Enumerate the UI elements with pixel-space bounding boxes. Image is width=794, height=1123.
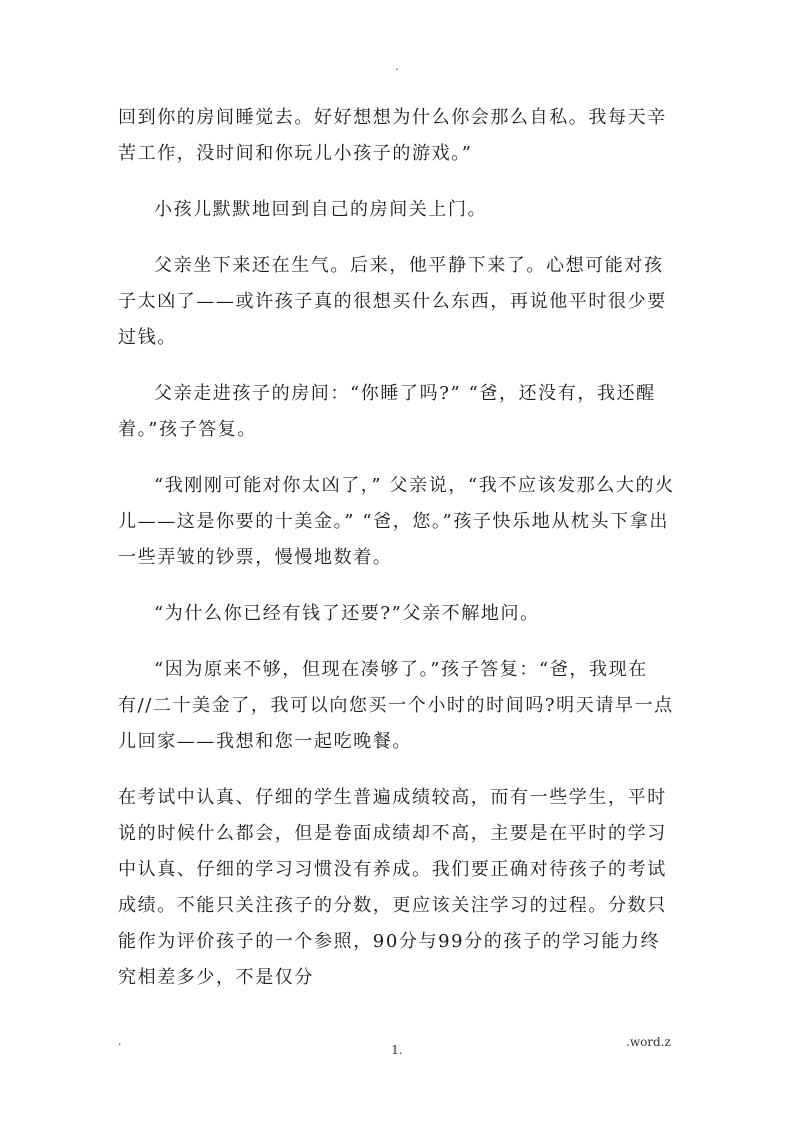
paragraph: “我刚刚可能对你太凶了，” 父亲说，“我不应该发那么大的火儿——这是你要的十美金。” “爸，您。”孩子快乐地从枕头下拿出一些弄皱的钞票，慢慢地数着。 <box>118 475 675 568</box>
document-body <box>118 100 678 1016</box>
paragraph: 父亲走进孩子的房间：“你睡了吗?” “爸，还没有，我还醒着。”孩子答复。 <box>118 383 656 440</box>
paragraph: 在考试中认真、仔细的学生普遍成绩较高，而有一些学生，平时说的时候什么都会，但是卷面成绩却不高，主要是在平时的学习中认真、仔细的学习习惯没有养成。我们要正确对待孩子的考试成绩。不能只关注孩子的分数，更应该关注学习的过程。分数只能作为评价孩子的一个参照，90分与99分的孩子的学习能力终究相差多少，不是仅分 <box>118 787 667 988</box>
paragraph: 回到你的房间睡觉去。好好想想为什么你会那么自私。我每天辛苦工作，没时间和你玩儿小孩子的游戏。” <box>118 107 667 164</box>
header-mark: . <box>395 60 399 73</box>
paragraph: “为什么你已经有钱了还要?”父亲不解地问。 <box>154 603 540 624</box>
footer-label: .word.z <box>626 1035 671 1049</box>
page-number: 1. <box>391 1043 403 1057</box>
paragraph: “因为原来不够，但现在凑够了。”孩子答复：“爸，我现在有//二十美金了，我可以向您买一个小时的时间吗?明天请早一点儿回家——我想和您一起吃晚餐。 <box>118 659 674 752</box>
paragraph: 小孩儿默默地回到自己的房间关上门。 <box>154 199 488 220</box>
paragraph: 父亲坐下来还在生气。后来，他平静下来了。心想可能对孩子太凶了——或许孩子真的很想买什么东西，再说他平时很少要过钱。 <box>118 255 667 348</box>
footer-left-mark: . <box>118 1035 122 1048</box>
